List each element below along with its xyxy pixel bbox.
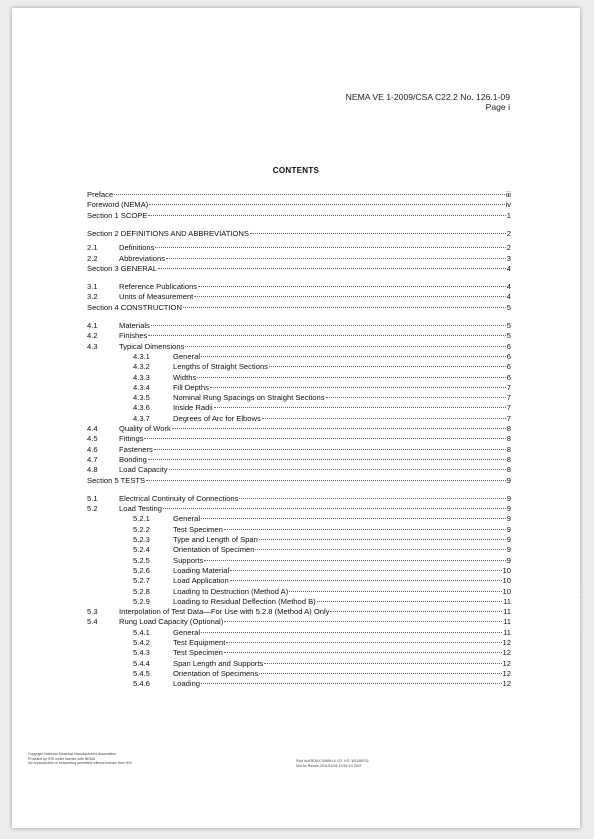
toc-entry-label: Loading xyxy=(173,679,201,689)
toc-entry-page: 10 xyxy=(502,586,511,596)
toc-entry-number: 4.7 xyxy=(87,454,98,464)
toc-entry-page: 11 xyxy=(503,617,511,627)
dot-leader xyxy=(259,673,501,674)
toc-entry[interactable] xyxy=(87,504,511,514)
toc-entry-label: Abbreviations xyxy=(119,253,166,263)
toc-entry[interactable] xyxy=(87,254,511,264)
toc-entry[interactable] xyxy=(87,525,511,535)
toc-entry[interactable] xyxy=(87,352,511,362)
side-watermark: ⋮⋮⋮⋮⋮⋮⋮⋮⋮ xyxy=(578,586,583,627)
toc-entry-label: Widths xyxy=(173,372,197,382)
dot-leader xyxy=(169,469,506,470)
toc-entry-page: 8 xyxy=(506,454,511,464)
toc-entry-number: 5.2.8 xyxy=(133,586,150,596)
toc-entry-label: Typical Dimensions xyxy=(119,341,185,351)
toc-entry-label: Reference Publications xyxy=(119,282,198,292)
page-title: CONTENTS xyxy=(272,166,320,175)
not-for-resale-line: Not for Resale,2011/10/31 10:52:10 GMT xyxy=(296,763,362,768)
toc-entry[interactable] xyxy=(87,264,511,274)
toc-entry[interactable] xyxy=(87,476,511,486)
toc-entry-label: Loading to Residual Deflection (Method B) xyxy=(173,596,316,606)
toc-entry-number: 5.4.5 xyxy=(133,668,150,678)
toc-entry-label: Fill Depths xyxy=(173,382,209,392)
toc-entry-page: 9 xyxy=(506,475,511,485)
toc-entry-label: Inside Radii xyxy=(173,403,213,413)
toc-entry-label: Nominal Rung Spacings on Straight Sections xyxy=(173,393,325,403)
toc-entry-page: 10 xyxy=(502,565,511,575)
toc-entry-page: 7 xyxy=(506,413,511,423)
copyright-footer xyxy=(28,752,132,766)
toc-entry-label: Test Specimen xyxy=(173,524,223,534)
toc-entry-label: Load Application xyxy=(173,576,229,586)
toc-entry-number: 4.3.5 xyxy=(133,393,150,403)
toc-entry-page: iii xyxy=(505,190,511,199)
toc-entry-page: 9 xyxy=(506,504,511,514)
toc-entry[interactable] xyxy=(87,331,511,341)
toc-entry-number: 5.3 xyxy=(87,607,98,617)
toc-entry-number: 5.2 xyxy=(87,504,98,514)
dot-leader xyxy=(146,480,506,481)
toc-entry[interactable] xyxy=(87,638,511,648)
toc-entry-number: 5.4.2 xyxy=(133,638,150,647)
dot-leader xyxy=(144,438,505,439)
toc-entry-label: General xyxy=(173,514,201,524)
toc-entry[interactable] xyxy=(87,393,511,403)
toc-entry[interactable] xyxy=(87,535,511,545)
toc-entry-number: 4.5 xyxy=(87,434,98,444)
dot-leader xyxy=(155,247,505,248)
dot-leader xyxy=(201,518,506,519)
toc-entry-page: 3 xyxy=(506,253,511,263)
toc-entry[interactable] xyxy=(87,659,511,669)
toc-entry-label: Electrical Continuity of Connections xyxy=(119,493,239,503)
dot-leader xyxy=(259,539,506,540)
toc-entry[interactable] xyxy=(87,229,511,239)
toc-entry[interactable] xyxy=(87,373,511,383)
toc-entry-page: 10 xyxy=(502,576,511,586)
toc-entry-number: 5.4.1 xyxy=(133,627,150,637)
dot-leader xyxy=(230,580,502,581)
copyright-line: Copyright National Electrical Manufacturers Association xyxy=(28,752,117,756)
toc-entry-page: 2 xyxy=(506,243,511,253)
toc-entry-label: Quality of Work xyxy=(119,424,171,433)
toc-entry-page: 9 xyxy=(506,524,511,534)
toc-entry-label: Load Capacity xyxy=(119,465,168,475)
dot-leader xyxy=(114,194,505,195)
dot-leader xyxy=(197,377,506,378)
dot-leader xyxy=(148,215,505,216)
toc-entry-page: 11 xyxy=(503,607,511,617)
toc-entry-label: Rung Load Capacity (Optional) xyxy=(119,617,224,627)
toc-entry[interactable] xyxy=(87,211,511,221)
toc-entry-page: 4 xyxy=(506,292,511,302)
toc-entry[interactable] xyxy=(87,362,511,372)
toc-entry-number: 5.2.9 xyxy=(133,596,150,606)
toc-entry-label: Lengths of Straight Sections xyxy=(173,362,268,372)
toc-entry-page: 4 xyxy=(506,282,511,292)
dot-leader xyxy=(330,611,502,612)
toc-entry[interactable] xyxy=(87,282,511,292)
toc-entry-number: 4.3.2 xyxy=(133,362,150,372)
dot-leader xyxy=(269,366,506,367)
toc-entry[interactable] xyxy=(87,200,511,210)
toc-entry[interactable] xyxy=(87,679,511,689)
toc-entry-page: 8 xyxy=(506,465,511,475)
license-line: Provided by IHS under license with NEMA xyxy=(28,756,96,761)
dot-leader xyxy=(163,508,506,509)
toc-entry-page: 9 xyxy=(506,493,511,503)
toc-entry-page: 5 xyxy=(506,321,511,330)
toc-entry-number: 5.4.6 xyxy=(133,679,150,689)
toc-entry-number: 2.1 xyxy=(87,243,98,253)
dot-leader xyxy=(239,498,505,499)
toc-entry-page: 7 xyxy=(506,403,511,413)
toc-entry-label: Type and Length of Span xyxy=(173,535,258,544)
dot-leader xyxy=(317,601,502,602)
toc-entry-page: 7 xyxy=(506,393,511,403)
toc-entry-label: Fittings xyxy=(119,434,144,444)
toc-entry[interactable] xyxy=(87,403,511,413)
toc-entry-number: 4.6 xyxy=(87,444,98,454)
toc-entry-page: iv xyxy=(505,200,511,210)
toc-entry[interactable] xyxy=(87,648,511,658)
toc-entry-number: 4.8 xyxy=(87,465,98,475)
toc-entry-label: Section 3 GENERAL xyxy=(87,263,158,273)
toc-entry[interactable] xyxy=(87,243,511,253)
dot-leader xyxy=(198,286,506,287)
document-id: NEMA VE 1-2009/CSA C22.2 No. 126.1-09 xyxy=(345,92,510,102)
toc-entry-label: General xyxy=(173,351,201,361)
sold-to-line: Sold to:KROAX GMBH & CO. KG, W1188702 xyxy=(296,759,369,763)
dot-leader xyxy=(201,356,506,357)
dot-leader xyxy=(250,233,506,234)
dot-leader xyxy=(226,642,501,643)
toc-entry-page: 12 xyxy=(502,638,511,647)
toc-entry[interactable] xyxy=(87,545,511,555)
toc-entry-number: 4.3.4 xyxy=(133,382,150,392)
toc-entry[interactable] xyxy=(87,303,511,313)
toc-entry-number: 5.2.6 xyxy=(133,565,150,575)
toc-entry-label: Span Length and Supports xyxy=(173,658,264,668)
toc-entry-label: General xyxy=(173,627,201,637)
dot-leader xyxy=(148,335,505,336)
toc-entry-label: Supports xyxy=(173,555,204,565)
dot-leader xyxy=(210,387,506,388)
dot-leader xyxy=(224,529,506,530)
dot-leader xyxy=(224,652,502,653)
toc-entry-number: 4.3.7 xyxy=(133,413,150,423)
toc-entry[interactable] xyxy=(87,445,511,455)
dot-leader xyxy=(185,346,505,347)
toc-entry-label: Fasteners xyxy=(119,444,153,454)
toc-entry-page: 8 xyxy=(506,434,511,444)
toc-entry-label: Section 5 TESTS xyxy=(87,475,146,485)
toc-entry-number: 4.4 xyxy=(87,424,98,433)
toc-entry-page: 8 xyxy=(506,444,511,454)
toc-entry-page: 9 xyxy=(506,535,511,544)
toc-entry-number: 3.2 xyxy=(87,292,98,302)
toc-entry-page: 9 xyxy=(506,555,511,565)
page-number: Page i xyxy=(485,102,510,112)
toc-entry[interactable] xyxy=(87,587,511,597)
toc-entry-page: 11 xyxy=(503,596,511,606)
toc-entry-page: 12 xyxy=(502,658,511,668)
toc-entry-number: 5.2.4 xyxy=(133,545,150,555)
toc-entry[interactable] xyxy=(87,455,511,465)
toc-entry[interactable] xyxy=(87,494,511,504)
dot-leader xyxy=(224,621,502,622)
dot-leader xyxy=(326,397,506,398)
toc-entry-label: Test Specimen xyxy=(173,648,223,658)
toc-entry-label: Load Testing xyxy=(119,504,162,514)
toc-entry[interactable] xyxy=(87,628,511,638)
toc-entry-page: 5 xyxy=(506,331,511,341)
toc-entry[interactable] xyxy=(87,190,511,200)
toc-entry[interactable] xyxy=(87,669,511,679)
toc-entry[interactable] xyxy=(87,424,511,434)
toc-entry-label: Section 4 CONSTRUCTION xyxy=(87,302,182,312)
toc-entry[interactable] xyxy=(87,617,511,627)
toc-entry-page: 7 xyxy=(506,382,511,392)
toc-entry[interactable] xyxy=(87,292,511,302)
dot-leader xyxy=(230,570,501,571)
dot-leader xyxy=(148,459,506,460)
toc-entry-page: 12 xyxy=(502,648,511,658)
toc-entry-page: 11 xyxy=(503,627,511,637)
dot-leader xyxy=(201,632,502,633)
toc-entry-page: 6 xyxy=(506,372,511,382)
dot-leader xyxy=(154,449,506,450)
toc-entry-label: Section 1 SCOPE xyxy=(87,210,148,220)
toc-entry-number: 4.3 xyxy=(87,341,98,351)
dot-leader xyxy=(201,683,502,684)
toc-entry[interactable] xyxy=(87,465,511,475)
toc-entry[interactable] xyxy=(87,514,511,524)
toc-entry-label: Loading Material xyxy=(173,565,230,575)
dot-leader xyxy=(194,296,505,297)
toc-entry-page: 5 xyxy=(506,302,511,312)
toc-entry-number: 5.4 xyxy=(87,617,98,627)
toc-entry[interactable] xyxy=(87,576,511,586)
toc-entry-number: 5.2.2 xyxy=(133,524,150,534)
toc-entry-label: Section 2 DEFINITIONS AND ABBREVIATIONS xyxy=(87,228,249,238)
toc-entry-label: Orientation of Specimens xyxy=(173,668,259,678)
toc-entry-label: Loading to Destruction (Method A) xyxy=(173,586,289,596)
toc-entry-label: Bonding xyxy=(119,454,147,464)
toc-entry-number: 5.2.7 xyxy=(133,576,150,586)
toc-entry-page: 8 xyxy=(506,424,511,433)
dot-leader xyxy=(264,663,501,664)
toc-entry[interactable] xyxy=(87,434,511,444)
dot-leader xyxy=(149,204,504,205)
toc-entry-page: 6 xyxy=(506,362,511,372)
toc-entry-label: Units of Measurement xyxy=(119,292,194,302)
dot-leader xyxy=(255,549,505,550)
document-page xyxy=(12,8,583,828)
toc-entry-page: 1 xyxy=(506,210,511,220)
toc-entry-label: Interpolation of Test Data—For Use with 5.2.8 (Method A) Only xyxy=(119,607,330,617)
toc-entry-page: 6 xyxy=(506,351,511,361)
toc-entry-number: 3.1 xyxy=(87,282,98,292)
dot-leader xyxy=(262,418,506,419)
toc-entry-number: 4.3.6 xyxy=(133,403,150,413)
toc-entry[interactable] xyxy=(87,342,511,352)
dot-leader xyxy=(172,428,506,429)
toc-entry-label: Test Equipment xyxy=(173,638,226,647)
toc-entry-page: 2 xyxy=(506,228,511,238)
toc-entry-label: Materials xyxy=(119,321,150,330)
toc-entry[interactable] xyxy=(87,383,511,393)
toc-entry-number: 5.2.5 xyxy=(133,555,150,565)
toc-entry-page: 9 xyxy=(506,545,511,555)
toc-entry-number: 4.3.1 xyxy=(133,351,150,361)
dot-leader xyxy=(158,268,506,269)
toc-entry-label: Finishes xyxy=(119,331,148,341)
toc-entry-page: 12 xyxy=(502,679,511,689)
toc-entry-number: 2.2 xyxy=(87,253,98,263)
toc-entry-number: 5.2.3 xyxy=(133,535,150,544)
toc-entry-number: 4.2 xyxy=(87,331,98,341)
toc-entry[interactable] xyxy=(87,566,511,576)
toc-entry-number: 5.4.3 xyxy=(133,648,150,658)
toc-entry[interactable] xyxy=(87,321,511,331)
toc-entry-page: 9 xyxy=(506,514,511,524)
dot-leader xyxy=(214,407,506,408)
toc-entry-number: 5.2.1 xyxy=(133,514,150,524)
toc-entry-page: 6 xyxy=(506,341,511,351)
dot-leader xyxy=(289,591,501,592)
dot-leader xyxy=(151,325,506,326)
toc-entry[interactable] xyxy=(87,556,511,566)
toc-entry-label: Preface xyxy=(87,190,114,199)
toc-entry-number: 5.4.4 xyxy=(133,658,150,668)
toc-entry-label: Orientation of Specimen xyxy=(173,545,255,555)
toc-entry[interactable] xyxy=(87,414,511,424)
toc-entry-number: 5.1 xyxy=(87,493,98,503)
toc-entry-number: 4.3.3 xyxy=(133,372,150,382)
toc-entry[interactable] xyxy=(87,607,511,617)
dot-leader xyxy=(166,258,506,259)
toc-entry-label: Degrees of Arc for Elbows xyxy=(173,413,261,423)
toc-entry-page: 12 xyxy=(502,668,511,678)
toc-entry-page: 4 xyxy=(506,263,511,273)
sale-footer xyxy=(296,759,369,768)
toc-entry-label: Definitions xyxy=(119,243,155,253)
toc-entry-number: 4.1 xyxy=(87,321,98,330)
toc-entry[interactable] xyxy=(87,597,511,607)
toc-entry-label: Foreword (NEMA) xyxy=(87,200,149,210)
reproduction-line: No reproduction or networking permitted without license from IHS xyxy=(28,761,132,766)
dot-leader xyxy=(183,307,506,308)
dot-leader xyxy=(204,560,505,561)
